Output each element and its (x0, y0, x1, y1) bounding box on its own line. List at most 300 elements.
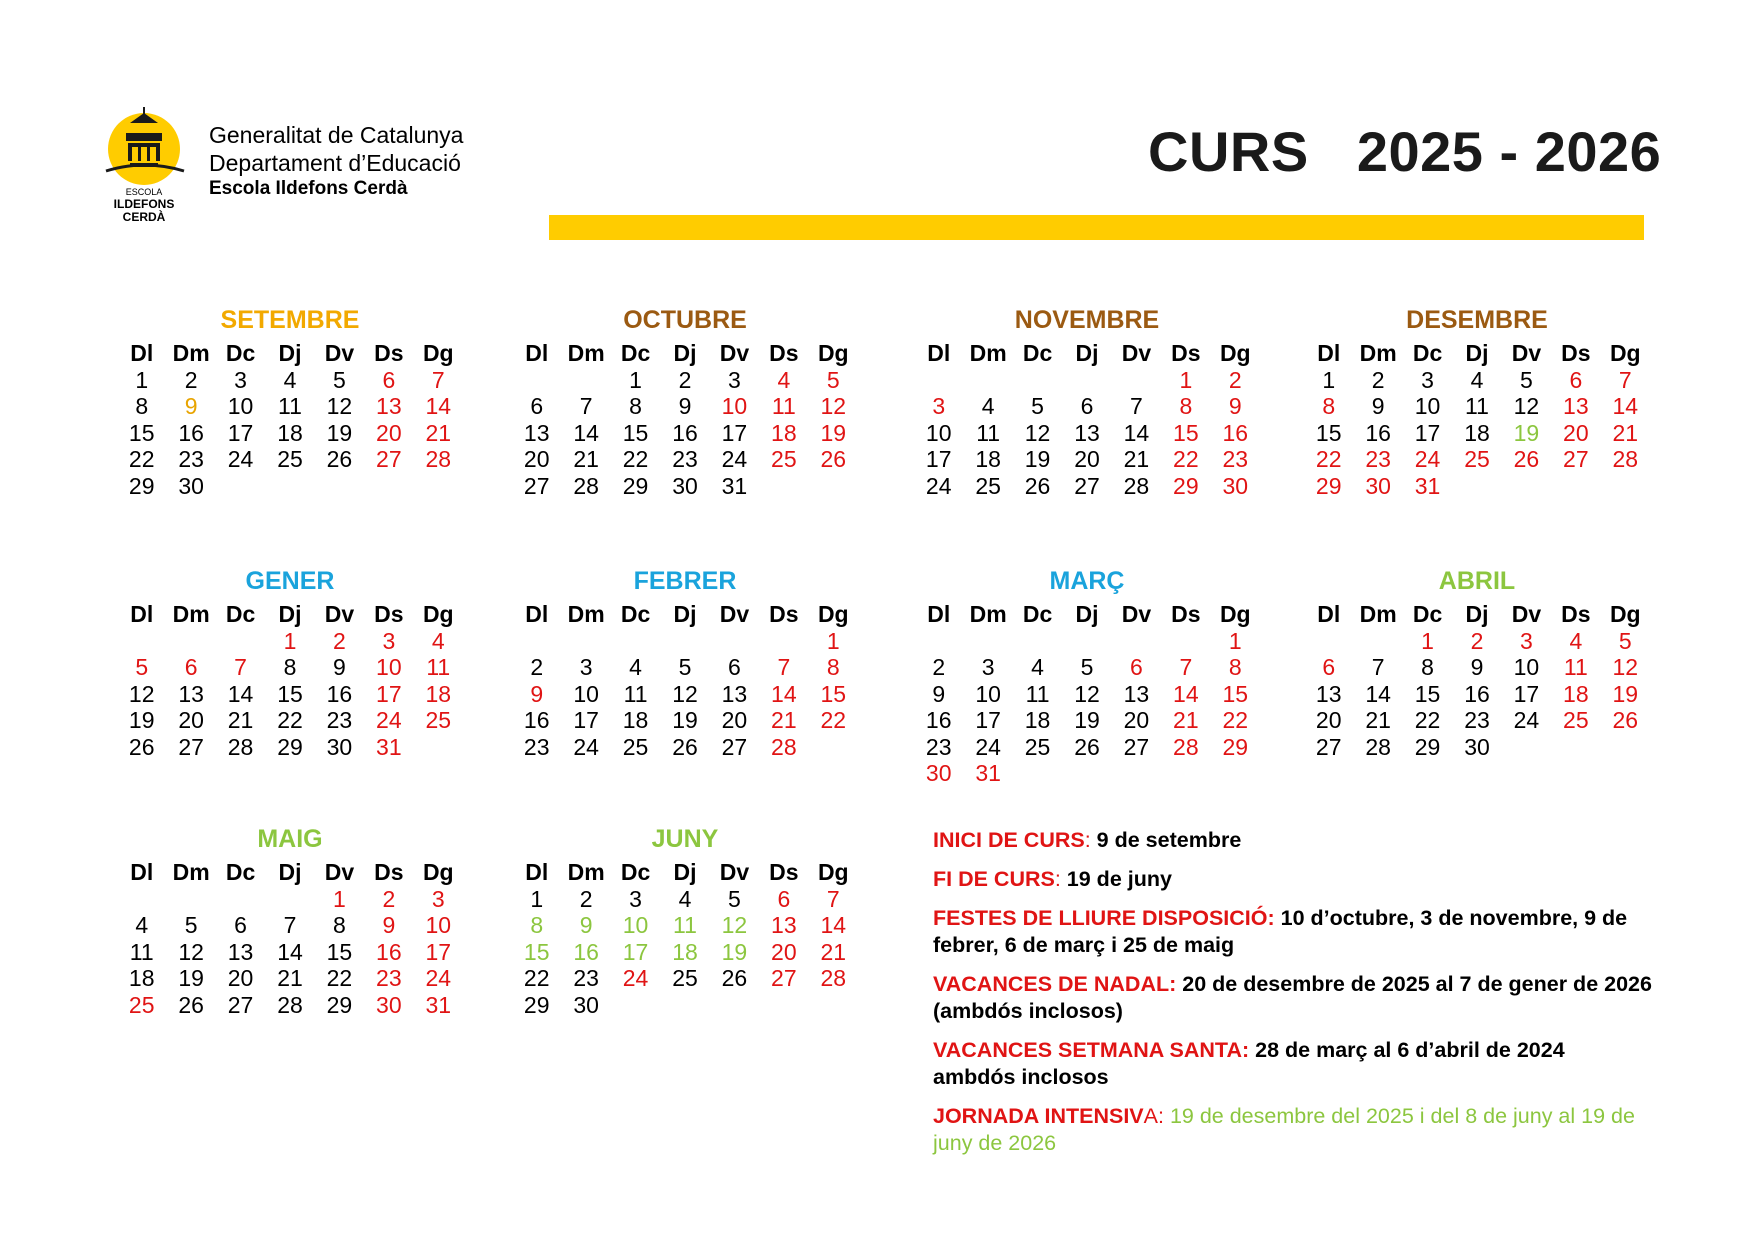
day-cell: 3 (932, 393, 946, 419)
day-cell: 29 (1222, 733, 1249, 760)
day-cell: 30 (672, 472, 698, 499)
day-cell: 6 (728, 654, 741, 680)
info-setmana-santa: VACANCES SETMANA SANTA: 28 de març al 6 d’abril de 2024 ambdós inclosos (933, 1038, 1565, 1089)
weekday-header: Dj (1075, 601, 1099, 627)
weekday-header: Dc (1412, 601, 1443, 627)
day-cell: 2 (579, 885, 593, 912)
day-cell: 6 (382, 366, 396, 393)
day-cell: 11 (129, 938, 154, 965)
empty-cell (216, 628, 265, 655)
day-cell: 10 (622, 912, 649, 938)
day-cell: 18 (1024, 707, 1051, 733)
weekday-header: Ds (374, 601, 404, 627)
weekday-header: Dg (1609, 601, 1641, 627)
day-cell: 29 (128, 472, 155, 499)
month-name: ABRIL (1438, 567, 1516, 595)
day-cell: 10 (1513, 654, 1540, 680)
day-cell: 17 (925, 446, 952, 472)
day-cell: 22 (1315, 446, 1342, 472)
weekday-header: Dm (567, 601, 605, 627)
day-cell: 19 (178, 965, 204, 991)
weekday-header: Dm (567, 859, 605, 885)
day-cell: 18 (672, 938, 698, 965)
day-cell: 19 (1513, 419, 1540, 446)
day-cell: 9 (530, 680, 544, 707)
empty-cell (1062, 367, 1111, 394)
weekday-header: Dl (130, 601, 154, 627)
weekday-header: Dm (172, 859, 210, 885)
day-cell: 22 (820, 707, 847, 733)
day-cell: 28 (1612, 446, 1639, 472)
day-cell: 16 (178, 419, 204, 446)
empty-cell (166, 886, 215, 913)
empty-cell (1013, 367, 1062, 394)
day-cell: 6 (530, 393, 544, 419)
day-cell: 4 (629, 654, 642, 680)
day-cell: 3 (234, 366, 247, 393)
day-cell: 17 (1513, 680, 1540, 707)
day-cell: 5 (1618, 627, 1632, 654)
day-cell: 1 (283, 627, 297, 654)
weekday-header: Dg (422, 601, 454, 627)
weekday-header: Dl (525, 340, 549, 366)
day-cell: 21 (1612, 419, 1639, 446)
day-cell: 18 (771, 419, 797, 446)
day-cell: 11 (976, 419, 1001, 446)
month-grid (914, 601, 1260, 787)
day-cell: 12 (1513, 393, 1540, 419)
day-cell: 27 (721, 733, 748, 760)
day-cell: 23 (376, 965, 402, 991)
empty-cell (561, 367, 610, 394)
day-cell: 7 (1371, 654, 1385, 680)
day-cell: 22 (1173, 446, 1199, 472)
day-cell: 16 (925, 707, 952, 733)
empty-cell (963, 367, 1012, 394)
weekday-header: Dg (817, 859, 849, 885)
month-name: FEBRER (633, 567, 737, 595)
empty-cell (611, 628, 660, 655)
day-cell: 3 (981, 654, 995, 680)
day-cell: 24 (1513, 707, 1540, 733)
month-name: OCTUBRE (623, 306, 747, 334)
weekday-header: Dv (324, 859, 355, 885)
day-cell: 22 (1414, 707, 1441, 733)
day-cell: 29 (622, 472, 649, 499)
day-cell: 28 (573, 472, 599, 499)
day-cell: 10 (425, 912, 452, 938)
day-cell: 2 (382, 885, 396, 912)
weekday-header: Ds (769, 340, 799, 366)
day-cell: 25 (277, 446, 303, 472)
day-cell: 1 (1322, 366, 1336, 393)
day-cell: 18 (1464, 419, 1490, 446)
day-cell: 19 (326, 419, 353, 446)
day-cell: 13 (178, 680, 204, 707)
day-cell: 10 (721, 393, 748, 419)
day-cell: 17 (425, 938, 452, 965)
weekday-header: Dg (817, 340, 849, 366)
day-cell: 11 (426, 654, 451, 680)
info-nadal: VACANCES DE NADAL: 20 de desembre de 2025 al 7 de gener de 2026 (ambdós inclosos) (933, 972, 1652, 1023)
weekday-header: Dl (130, 340, 154, 366)
day-cell: 10 (975, 680, 1001, 707)
day-cell: 24 (573, 733, 599, 760)
month-4 (1304, 305, 1650, 499)
day-cell: 5 (1031, 393, 1044, 419)
day-cell: 23 (1365, 446, 1391, 472)
day-cell: 21 (277, 965, 303, 991)
info-inici: INICI DE CURS: 9 de setembre (933, 828, 1242, 852)
day-cell: 4 (678, 885, 692, 912)
day-cell: 17 (227, 419, 254, 446)
day-cell: 8 (1228, 654, 1242, 680)
day-cell: 1 (333, 885, 346, 912)
weekday-header: Dv (324, 601, 355, 627)
weekday-header: Dc (1022, 601, 1053, 627)
day-cell: 17 (376, 680, 402, 707)
weekday-header: Dc (225, 601, 256, 627)
weekday-header: Dc (225, 340, 256, 366)
day-cell: 25 (1024, 733, 1051, 760)
weekday-header: Ds (1171, 601, 1201, 627)
day-cell: 20 (1563, 419, 1589, 446)
svg-text:ILDEFONS: ILDEFONS (113, 197, 175, 211)
day-cell: 14 (227, 680, 254, 707)
weekday-header: Dm (172, 601, 210, 627)
day-cell: 5 (678, 654, 692, 680)
day-cell: 3 (382, 627, 396, 654)
day-cell: 11 (1465, 393, 1489, 419)
day-cell: 22 (1222, 707, 1249, 733)
day-cell: 8 (629, 393, 642, 419)
weekday-header: Dl (927, 601, 951, 627)
day-cell: 6 (1569, 366, 1583, 393)
weekday-header: Dc (225, 859, 256, 885)
day-cell: 3 (629, 885, 642, 912)
day-cell: 12 (820, 393, 847, 419)
day-cell: 20 (1074, 446, 1100, 472)
day-cell: 3 (728, 366, 741, 393)
weekday-header: Dg (1219, 340, 1251, 366)
day-cell: 30 (178, 472, 204, 499)
day-cell: 22 (523, 965, 550, 991)
day-cell: 19 (1074, 707, 1100, 733)
empty-cell (1112, 367, 1161, 394)
weekday-header: Dg (1219, 601, 1251, 627)
day-cell: 16 (1464, 680, 1490, 707)
day-cell: 29 (1315, 472, 1342, 499)
day-cell: 6 (184, 654, 198, 680)
school-name: Escola Ildefons Cerdà (209, 178, 408, 199)
weekday-header: Dj (673, 601, 697, 627)
day-cell: 29 (326, 991, 353, 1018)
day-cell: 15 (523, 938, 550, 965)
day-cell: 15 (1222, 680, 1249, 707)
day-cell: 1 (530, 885, 544, 912)
month-grid (1304, 601, 1650, 760)
day-cell: 19 (820, 419, 847, 446)
day-cell: 21 (820, 938, 847, 965)
day-cell: 28 (277, 991, 303, 1018)
month-6 (512, 566, 858, 760)
weekday-header: Dl (525, 601, 549, 627)
info-panel (933, 827, 1653, 1169)
month-grid (117, 340, 463, 499)
day-cell: 1 (826, 627, 840, 654)
day-cell: 28 (820, 965, 847, 991)
day-cell: 7 (1618, 366, 1632, 393)
day-cell: 30 (573, 991, 599, 1018)
day-cell: 9 (184, 393, 198, 419)
month-2 (512, 305, 858, 499)
day-cell: 8 (530, 912, 544, 938)
day-cell: 20 (1315, 707, 1342, 733)
weekday-header: Dl (1317, 340, 1341, 366)
day-cell: 4 (1569, 627, 1583, 654)
day-cell: 26 (1074, 733, 1100, 760)
day-cell: 26 (1612, 707, 1639, 733)
weekday-header: Ds (769, 601, 799, 627)
day-cell: 12 (1612, 654, 1639, 680)
day-cell: 3 (431, 885, 445, 912)
day-cell: 12 (1024, 419, 1051, 446)
day-cell: 2 (1470, 627, 1484, 654)
weekday-header: Dj (278, 340, 302, 366)
weekday-header: Ds (1561, 601, 1591, 627)
empty-cell (914, 628, 963, 655)
day-cell: 16 (573, 938, 599, 965)
month-name: JUNY (651, 825, 719, 853)
day-cell: 23 (523, 733, 550, 760)
day-cell: 13 (376, 393, 402, 419)
day-cell: 26 (1513, 446, 1540, 472)
day-cell: 12 (1074, 680, 1100, 707)
info-festes: FESTES DE LLIURE DISPOSICIÓ: 10 d’octubre, 3 de novembre, 9 de febrer, 6 de març i 25 de maig (933, 906, 1628, 957)
day-cell: 13 (1315, 680, 1342, 707)
day-cell: 25 (771, 446, 797, 472)
day-cell: 27 (178, 733, 204, 760)
weekday-header: Dc (620, 859, 651, 885)
weekday-header: Dv (719, 859, 750, 885)
empty-cell (1062, 628, 1111, 655)
weekday-header: Ds (1561, 340, 1591, 366)
day-cell: 21 (1365, 707, 1391, 733)
day-cell: 17 (573, 707, 599, 733)
day-cell: 28 (1365, 733, 1391, 760)
day-cell: 10 (925, 419, 952, 446)
empty-cell (1112, 628, 1161, 655)
day-cell: 31 (376, 733, 402, 760)
day-cell: 23 (326, 707, 353, 733)
day-cell: 12 (326, 393, 353, 419)
weekday-header: Ds (374, 340, 404, 366)
day-cell: 20 (376, 419, 402, 446)
day-cell: 3 (579, 654, 593, 680)
day-cell: 21 (771, 707, 797, 733)
day-cell: 26 (178, 991, 204, 1018)
empty-cell (759, 628, 808, 655)
day-cell: 26 (326, 446, 353, 472)
day-cell: 5 (1080, 654, 1094, 680)
weekday-header: Dj (1465, 340, 1489, 366)
day-cell: 17 (622, 938, 649, 965)
day-cell: 30 (326, 733, 353, 760)
day-cell: 16 (672, 419, 698, 446)
weekday-header: Dj (673, 859, 697, 885)
day-cell: 8 (1322, 393, 1336, 419)
day-cell: 18 (425, 680, 452, 707)
month-grid (512, 859, 858, 1018)
weekday-header: Dc (620, 601, 651, 627)
org-name: Generalitat de Catalunya (209, 122, 464, 148)
day-cell: 2 (184, 366, 198, 393)
day-cell: 10 (573, 680, 599, 707)
weekday-header: Dv (1511, 601, 1542, 627)
day-cell: 11 (623, 680, 648, 707)
day-cell: 31 (721, 472, 748, 499)
day-cell: 19 (1612, 680, 1639, 707)
day-cell: 7 (283, 912, 297, 938)
day-cell: 14 (771, 680, 797, 707)
day-cell: 5 (826, 366, 840, 393)
day-cell: 19 (721, 938, 748, 965)
day-cell: 7 (826, 885, 840, 912)
day-cell: 16 (326, 680, 353, 707)
day-cell: 2 (932, 654, 946, 680)
weekday-header: Dj (1465, 601, 1489, 627)
day-cell: 13 (1123, 680, 1150, 707)
info-fi: FI DE CURS: 19 de juny (933, 867, 1172, 891)
accent-bar (549, 215, 1644, 240)
day-cell: 27 (1123, 733, 1150, 760)
day-cell: 14 (1612, 393, 1639, 419)
day-cell: 12 (178, 938, 204, 965)
day-cell: 26 (1024, 472, 1051, 499)
day-cell: 24 (376, 707, 402, 733)
day-cell: 25 (1563, 707, 1589, 733)
day-cell: 20 (721, 707, 748, 733)
day-cell: 13 (721, 680, 748, 707)
day-cell: 26 (721, 965, 748, 991)
day-cell: 14 (1123, 419, 1150, 446)
day-cell: 7 (1130, 393, 1143, 419)
day-cell: 6 (777, 885, 791, 912)
day-cell: 26 (128, 733, 155, 760)
day-cell: 25 (622, 733, 649, 760)
weekday-header: Ds (769, 859, 799, 885)
day-cell: 18 (975, 446, 1001, 472)
day-cell: 27 (1074, 472, 1100, 499)
weekday-header: Dj (673, 340, 697, 366)
day-cell: 9 (1470, 654, 1484, 680)
day-cell: 21 (227, 707, 254, 733)
day-cell: 26 (820, 446, 847, 472)
day-cell: 1 (1421, 627, 1434, 654)
day-cell: 14 (277, 938, 303, 965)
weekday-header: Dc (620, 340, 651, 366)
day-cell: 23 (1464, 707, 1490, 733)
day-cell: 15 (1414, 680, 1441, 707)
day-cell: 7 (1179, 654, 1193, 680)
weekday-header: Ds (374, 859, 404, 885)
day-cell: 9 (678, 393, 692, 419)
day-cell: 29 (1173, 472, 1199, 499)
day-cell: 19 (1024, 446, 1051, 472)
day-cell: 25 (128, 991, 155, 1018)
day-cell: 28 (1123, 472, 1150, 499)
school-logo (104, 105, 190, 235)
month-9 (117, 824, 463, 1018)
day-cell: 16 (376, 938, 402, 965)
day-cell: 31 (425, 991, 452, 1018)
weekday-header: Dj (278, 859, 302, 885)
weekday-header: Dv (719, 340, 750, 366)
day-cell: 12 (128, 680, 155, 707)
day-cell: 14 (820, 912, 847, 938)
day-cell: 25 (672, 965, 698, 991)
day-cell: 7 (579, 393, 593, 419)
day-cell: 24 (975, 733, 1001, 760)
day-cell: 10 (1414, 393, 1441, 419)
day-cell: 27 (1563, 446, 1589, 472)
day-cell: 8 (283, 654, 297, 680)
weekday-header: Dg (817, 601, 849, 627)
day-cell: 15 (128, 419, 155, 446)
day-cell: 30 (1222, 472, 1249, 499)
empty-cell (561, 628, 610, 655)
day-cell: 20 (771, 938, 797, 965)
day-cell: 2 (1371, 366, 1385, 393)
organization-block (209, 121, 463, 201)
weekday-header: Dm (1359, 601, 1397, 627)
day-cell: 31 (1414, 472, 1441, 499)
empty-cell (117, 628, 166, 655)
empty-cell (117, 886, 166, 913)
month-name: MAIG (257, 825, 323, 853)
day-cell: 27 (1315, 733, 1342, 760)
day-cell: 2 (333, 627, 346, 654)
month-grid (914, 340, 1260, 499)
empty-cell (1161, 628, 1210, 655)
day-cell: 20 (227, 965, 254, 991)
empty-cell (265, 886, 314, 913)
day-cell: 12 (672, 680, 698, 707)
day-cell: 9 (932, 680, 946, 707)
weekday-header: Dj (1075, 340, 1099, 366)
month-7 (914, 566, 1260, 787)
day-cell: 25 (975, 472, 1001, 499)
day-cell: 4 (1031, 654, 1044, 680)
day-cell: 27 (227, 991, 254, 1018)
day-cell: 30 (1365, 472, 1391, 499)
day-cell: 5 (1520, 366, 1533, 393)
day-cell: 24 (925, 472, 952, 499)
day-cell: 17 (721, 419, 748, 446)
empty-cell (216, 886, 265, 913)
weekday-header: Dg (1609, 340, 1641, 366)
day-cell: 1 (629, 366, 642, 393)
empty-cell (914, 367, 963, 394)
day-cell: 20 (523, 446, 550, 472)
month-name: GENER (245, 567, 335, 595)
day-cell: 5 (135, 654, 149, 680)
department-name: Departament d’Educació (209, 150, 461, 176)
weekday-header: Dm (969, 340, 1007, 366)
page-title: CURS 2025 - 2026 (1148, 120, 1662, 183)
day-cell: 22 (277, 707, 303, 733)
day-cell: 29 (523, 991, 550, 1018)
